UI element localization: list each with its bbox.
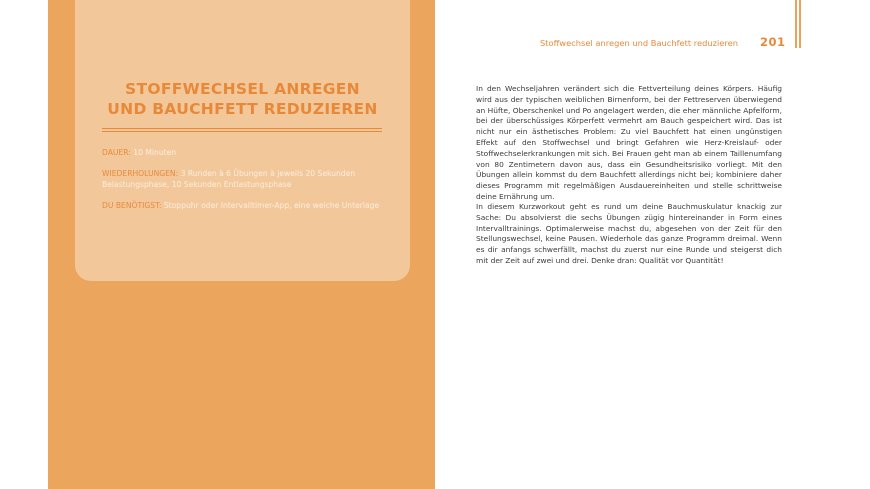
workout-title-line1: STOFFWECHSEL ANREGEN: [125, 80, 360, 98]
decorative-bar-2: [799, 0, 801, 48]
right-page: [435, 0, 870, 489]
workout-title-line2: UND BAUCHFETT REDUZIEREN: [107, 100, 378, 118]
equipment-value: Stoppuhr oder Intervalltimer-App, eine weiche Unterlage: [163, 201, 380, 210]
divider-line-bottom: [102, 131, 382, 132]
body-paragraph-2: In diesem Kurzworkout geht es rund um deine Bauchmuskulatur knackig zur Sache: Du absolvierst die sechs Übungen zügig hintereinander in Form eines Intervalltrainings. Optimalerweise machst du, abgesehen von der Zeit für den Stellungswechsel, keine Pausen. Wiederhole das ganze Programm dreimal. Wenn es dir anfangs schwerfällt, machst du zuerst nur eine Runde und steigerst dich mit der Zeit auf zwei und drei. Denke dran: Qualität vor Quantität!: [476, 202, 782, 265]
workout-info-card: [75, 0, 410, 281]
decorative-bar-1: [795, 0, 797, 48]
repetitions-info: [102, 169, 387, 190]
repetitions-value: 3 Runden à 6 Übungen à jeweils 20 Sekunden Belastungsphase, 10 Sekunden Entlastungsphase: [102, 169, 356, 189]
equipment-label: DU BENÖTIGST:: [102, 201, 162, 210]
duration-label: DAUER:: [102, 148, 131, 157]
page-number: 201: [760, 35, 786, 49]
duration-info: [102, 148, 387, 159]
divider-line-top: [102, 128, 382, 129]
workout-title: [75, 79, 410, 119]
repetitions-label: WIEDERHOLUNGEN:: [102, 169, 179, 178]
duration-value: 10 Minuten: [133, 148, 177, 157]
running-head: Stoffwechsel anregen und Bauchfett reduzieren: [540, 38, 738, 48]
body-paragraph-1: In den Wechseljahren verändert sich die Fettverteilung deines Körpers. Häufig wird aus der typischen weiblichen Birnenform, bei der Fettreserven überwiegend an Hüfte, Oberschenkel und Po angelagert werden, die eher männliche Apfelform, bei der überschüssiges Körperfett vermehrt am Bauch gespeichert wird. Das ist nicht nur ein ästhetisches Problem: Zu viel Bauchfett hat einen ungünstigen Effekt auf den Stoffwechsel und bringt Gefahren wie Herz-Kreislauf- oder Stoffwechselerkrankungen mit sich. Bei Frauen geht man ab einem Taillenumfang von 80 Zentimetern davon aus, dass ein Gesundheitsrisiko vorliegt. Mit den Übungen allein kommst du dem Bauchfett allerdings nicht bei; kombiniere daher dieses Programm mit regelmäßigen Ausdauereinheiten und stelle schrittweise deine Ernährung um.: [476, 84, 782, 201]
left-page: [48, 0, 435, 489]
equipment-info: [102, 201, 387, 212]
